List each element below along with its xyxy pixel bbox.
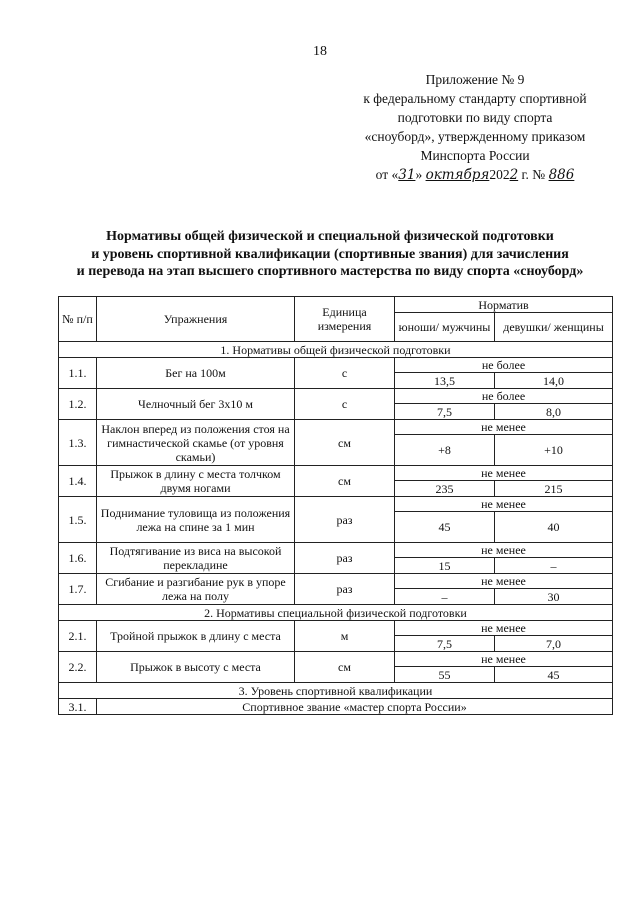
row-boys-value: 235 <box>395 481 495 497</box>
row-girls-value: 30 <box>495 589 613 605</box>
row-num: 3.1. <box>59 699 97 715</box>
row-condition: не менее <box>395 420 613 435</box>
order-day: 31 <box>398 167 416 183</box>
row-exercise: Тройной прыжок в длину с места <box>97 621 295 652</box>
order-suffix: г. № <box>518 167 549 182</box>
row-num: 2.2. <box>59 652 97 683</box>
row-exercise: Челночный бег 3х10 м <box>97 389 295 420</box>
row-unit: раз <box>295 574 395 605</box>
row-condition: не менее <box>395 652 613 667</box>
header-girls: девушки/ женщины <box>495 313 613 342</box>
row-condition: не более <box>395 358 613 373</box>
row-exercise: Прыжок в длину с места толчком двумя ногами <box>97 466 295 497</box>
row-num: 1.5. <box>59 497 97 543</box>
row-unit: с <box>295 358 395 389</box>
row-condition: не менее <box>395 543 613 558</box>
row-boys-value: – <box>395 589 495 605</box>
row-condition: не менее <box>395 621 613 636</box>
row-girls-value: 40 <box>495 512 613 543</box>
order-number: 886 <box>548 167 575 183</box>
row-exercise: Наклон вперед из положения стоя на гимнастической скамье (от уровня скамьи) <box>97 420 295 466</box>
row-girls-value: 7,0 <box>495 636 613 652</box>
row-unit: с <box>295 389 395 420</box>
row-num: 2.1. <box>59 621 97 652</box>
row-unit: раз <box>295 543 395 574</box>
appendix-line: подготовки по виду спорта <box>397 110 553 125</box>
row-num: 1.2. <box>59 389 97 420</box>
title-line: и перевода на этап высшего спортивного мастерства по виду спорта «сноуборд» <box>76 264 584 279</box>
row-girls-value: 215 <box>495 481 613 497</box>
row-exercise: Подтягивание из виса на высокой перекладине <box>97 543 295 574</box>
row-unit: раз <box>295 497 395 543</box>
title-line: и уровень спортивной квалификации (спортивные звания) для зачисления <box>91 246 569 262</box>
row-girls-value: 14,0 <box>495 373 613 389</box>
row-exercise: Сгибание и разгибание рук в упоре лежа на полу <box>97 574 295 605</box>
row-qualification: Спортивное звание «мастер спорта России» <box>97 699 613 715</box>
page-number: 18 <box>313 44 327 59</box>
row-exercise: Бег на 100м <box>97 358 295 389</box>
row-num: 1.1. <box>59 358 97 389</box>
row-unit: см <box>295 420 395 466</box>
row-boys-value: 55 <box>395 667 495 683</box>
row-boys-value: 7,5 <box>395 636 495 652</box>
header-boys: юноши/ мужчины <box>395 313 495 342</box>
appendix-line: «сноуборд», утвержденному приказом <box>364 129 586 144</box>
appendix-line: Приложение № 9 <box>425 72 525 87</box>
appendix-header <box>330 70 620 185</box>
row-num: 1.6. <box>59 543 97 574</box>
row-num: 1.4. <box>59 466 97 497</box>
row-condition: не менее <box>395 574 613 589</box>
row-girls-value: – <box>495 558 613 574</box>
section-title: 2. Нормативы специальной физической подготовки <box>59 605 613 621</box>
header-norm: Норматив <box>395 297 613 313</box>
order-month: октября <box>425 167 490 183</box>
row-girls-value: +10 <box>495 435 613 466</box>
row-boys-value: 45 <box>395 512 495 543</box>
row-girls-value: 8,0 <box>495 404 613 420</box>
order-date-line <box>330 165 620 185</box>
row-condition: не более <box>395 389 613 404</box>
row-boys-value: 13,5 <box>395 373 495 389</box>
row-num: 1.3. <box>59 420 97 466</box>
order-year-digit: 2 <box>509 167 519 183</box>
appendix-line: Минспорта России <box>420 148 530 163</box>
row-exercise: Прыжок в высоту с места <box>97 652 295 683</box>
row-boys-value: +8 <box>395 435 495 466</box>
section-title: 1. Нормативы общей физической подготовки <box>59 342 613 358</box>
row-girls-value: 45 <box>495 667 613 683</box>
order-mid: » <box>415 167 426 182</box>
row-num: 1.7. <box>59 574 97 605</box>
row-unit: см <box>295 466 395 497</box>
row-unit: см <box>295 652 395 683</box>
document-title <box>30 228 630 281</box>
header-exercise: Упражнения <box>97 297 295 342</box>
title-line: Нормативы общей физической и специальной физической подготовки <box>106 229 554 244</box>
header-num: № п/п <box>59 297 97 342</box>
row-condition: не менее <box>395 497 613 512</box>
order-year-prefix: 202 <box>489 167 510 182</box>
row-exercise: Поднимание туловища из положения лежа на спине за 1 мин <box>97 497 295 543</box>
row-boys-value: 15 <box>395 558 495 574</box>
section-title: 3. Уровень спортивной квалификации <box>59 683 613 699</box>
row-unit: м <box>295 621 395 652</box>
order-prefix: от « <box>375 167 399 182</box>
norms-table <box>58 296 613 715</box>
row-condition: не менее <box>395 466 613 481</box>
row-boys-value: 7,5 <box>395 404 495 420</box>
header-unit: Единица измерения <box>295 297 395 342</box>
appendix-line: к федеральному стандарту спортивной <box>363 91 587 106</box>
